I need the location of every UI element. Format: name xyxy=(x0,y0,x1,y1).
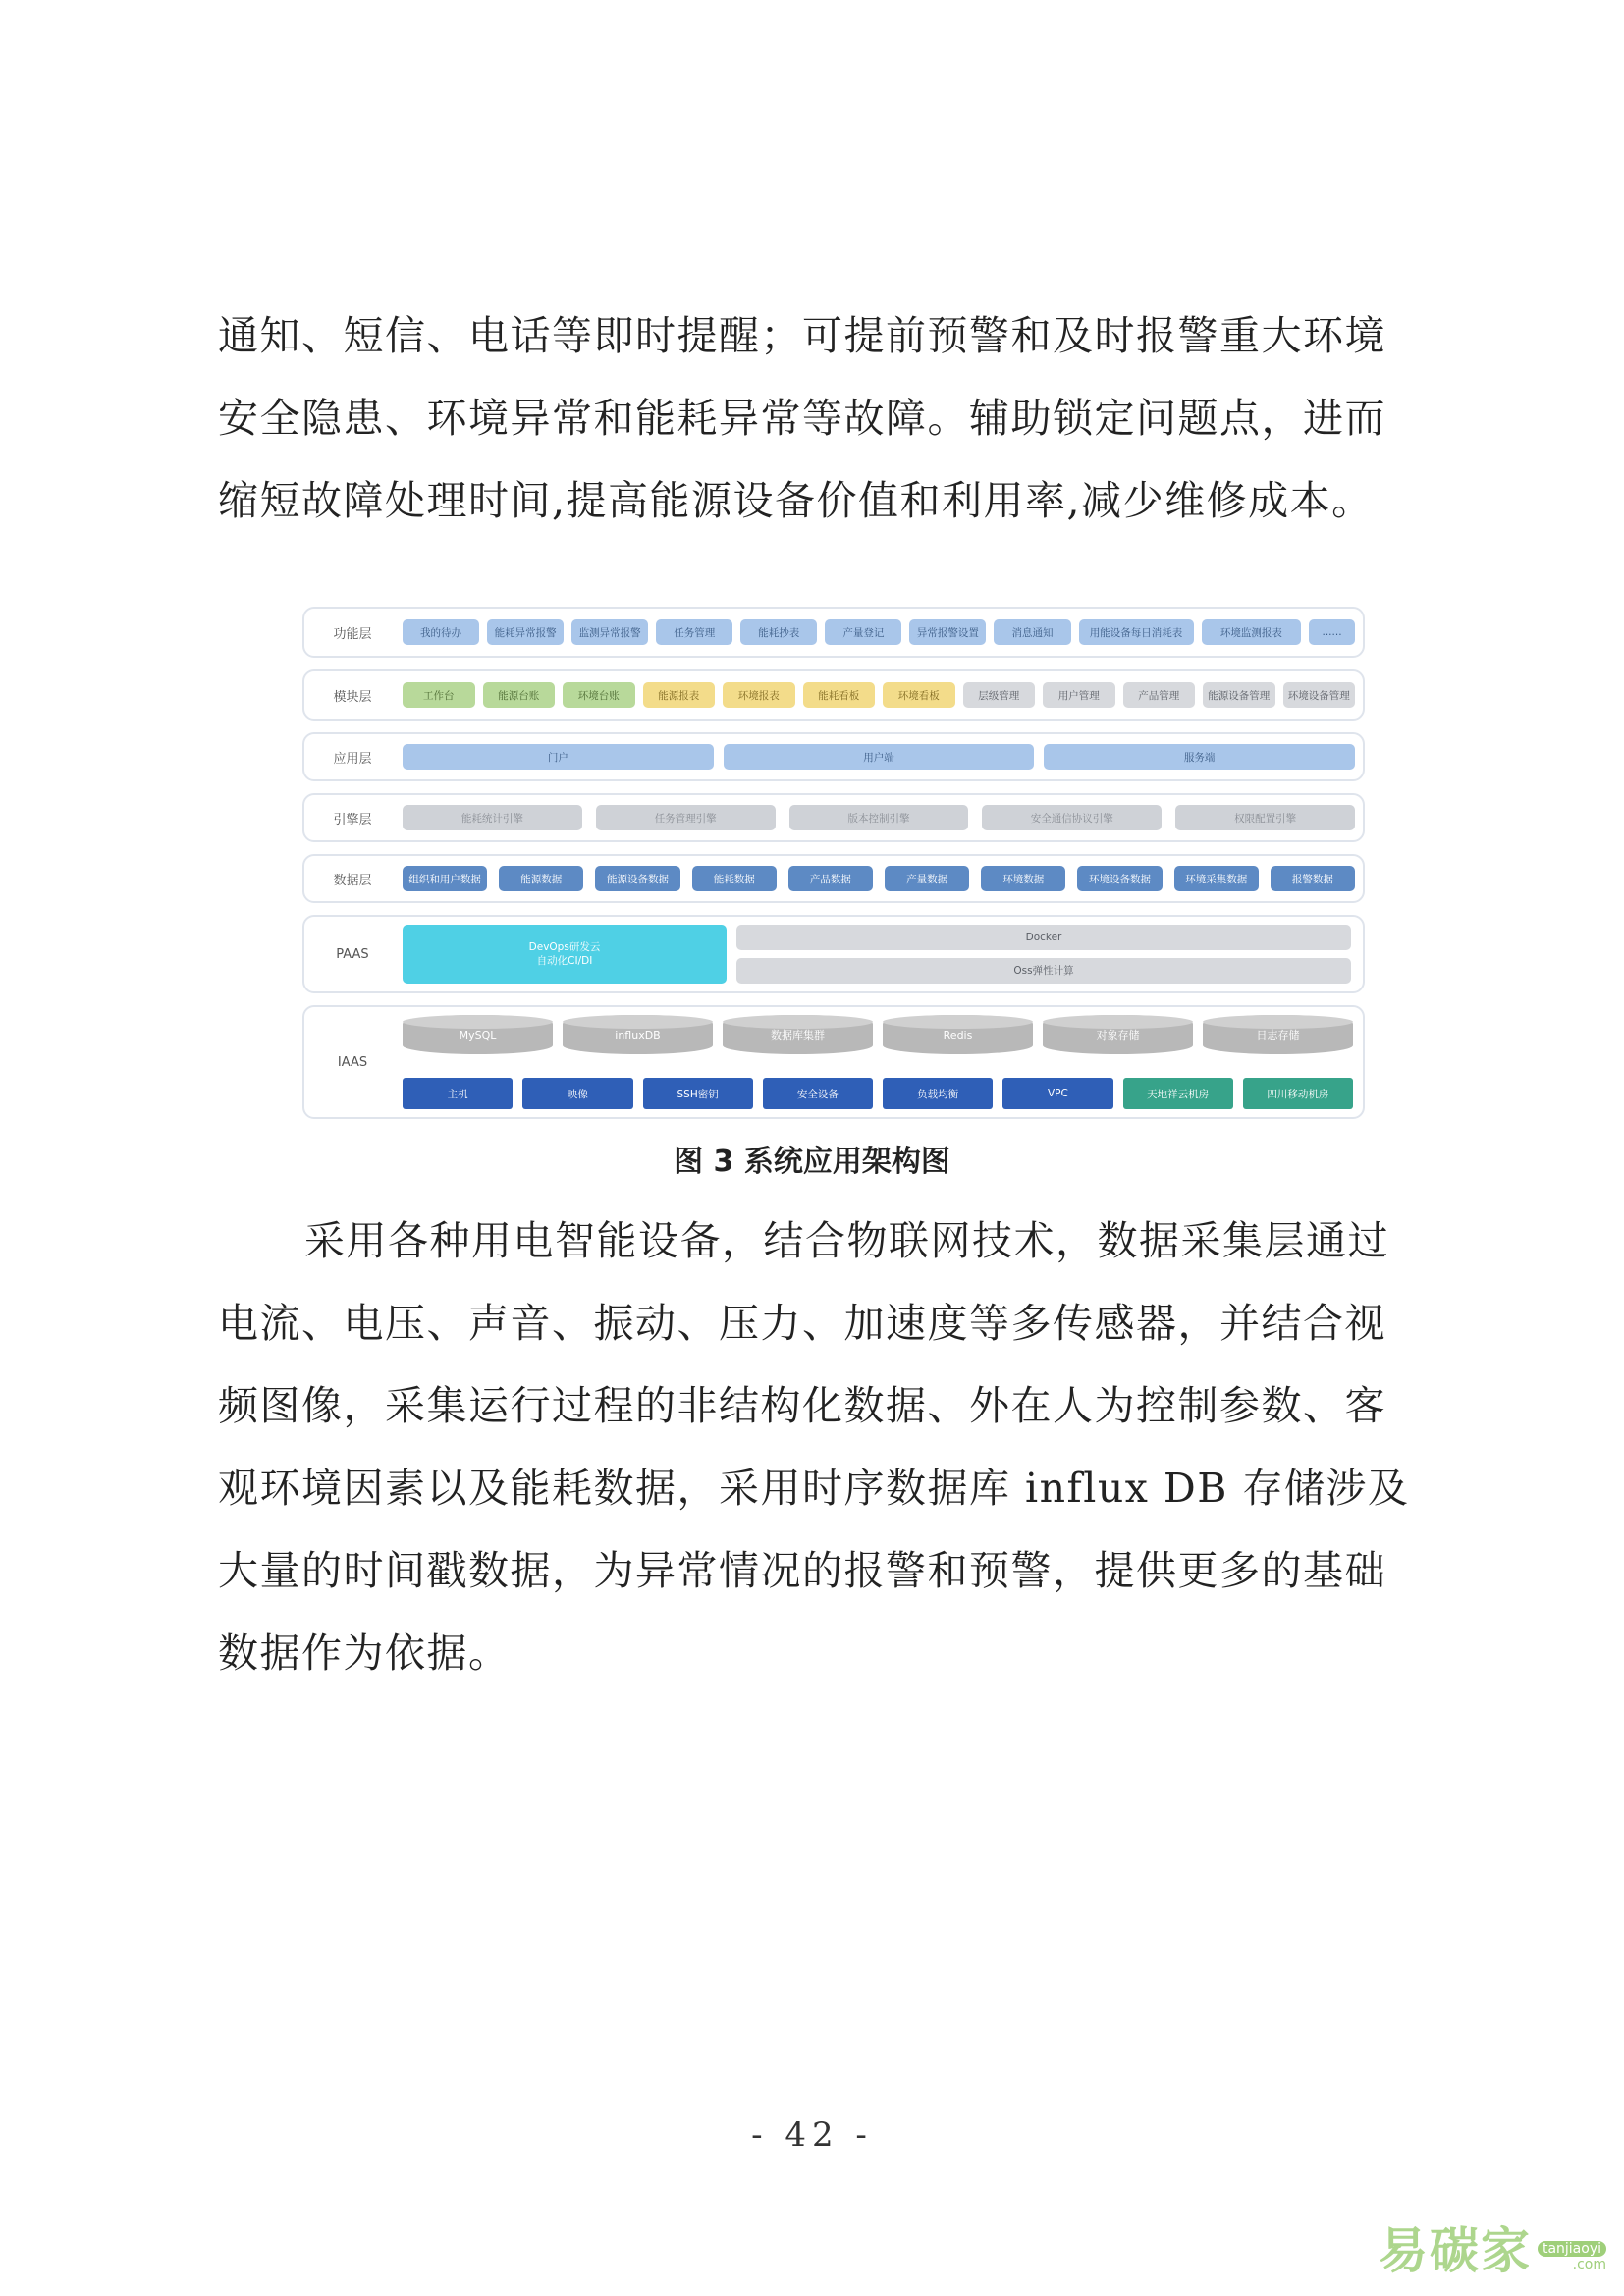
paragraph-2 xyxy=(218,1200,1426,1694)
module-item: 环境台账 xyxy=(563,682,635,708)
application-item: 服务端 xyxy=(1044,744,1355,770)
figure-caption: 图 3 系统应用架构图 xyxy=(674,1145,950,1179)
layer-label: IAAS xyxy=(337,1054,368,1070)
application-layer xyxy=(302,732,1365,781)
function-item: 监测异常报警 xyxy=(571,619,648,645)
database-cylinder xyxy=(563,1015,713,1054)
data-item: 报警数据 xyxy=(1271,866,1355,891)
database-cylinder xyxy=(723,1015,873,1054)
database-label: 日志存储 xyxy=(1256,1029,1300,1041)
module-layer xyxy=(302,669,1365,721)
application-item: 用户端 xyxy=(724,744,1035,770)
module-item: 环境看板 xyxy=(883,682,955,708)
paragraph-line: 大量的时间戳数据，为异常情况的报警和预警，提供更多的基础 xyxy=(218,1547,1386,1594)
function-item: 消息通知 xyxy=(994,619,1070,645)
devops-title: DevOps研发云 xyxy=(528,941,601,953)
devops-block xyxy=(403,925,727,984)
function-item: 异常报警设置 xyxy=(909,619,986,645)
function-item: 任务管理 xyxy=(656,619,732,645)
infrastructure-item: 安全设备 xyxy=(763,1078,873,1109)
module-item: 工作台 xyxy=(403,682,475,708)
data-item: 环境设备数据 xyxy=(1077,866,1162,891)
application-item: 门户 xyxy=(403,744,714,770)
page-number: - 42 - xyxy=(751,2115,873,2155)
database-label: Redis xyxy=(943,1028,973,1041)
iaas-layer xyxy=(302,1005,1365,1119)
engine-item: 能耗统计引擎 xyxy=(403,805,582,830)
paragraph-line: 缩短故障处理时间,提高能源设备价值和利用率,减少维修成本。 xyxy=(218,477,1374,524)
module-item: 层级管理 xyxy=(963,682,1036,708)
function-item: 用能设备每日消耗表 xyxy=(1079,619,1194,645)
data-item: 能源设备数据 xyxy=(595,866,679,891)
engine-item: 任务管理引擎 xyxy=(596,805,776,830)
database-label: influxDB xyxy=(615,1028,661,1041)
infrastructure-item: 天地祥云机房 xyxy=(1123,1078,1233,1109)
module-item: 能源报表 xyxy=(643,682,716,708)
paragraph-line: 频图像，采集运行过程的非结构化数据、外在人为控制参数、客 xyxy=(218,1382,1386,1429)
layer-label: PAAS xyxy=(336,946,369,962)
database-label: MySQL xyxy=(459,1028,497,1041)
data-layer xyxy=(302,854,1365,903)
layer-label: 应用层 xyxy=(333,751,372,767)
infrastructure-item: 负载均衡 xyxy=(883,1078,993,1109)
function-item: 环境监测报表 xyxy=(1202,619,1301,645)
module-item: 能源设备管理 xyxy=(1203,682,1275,708)
paragraph-line: 观环境因素以及能耗数据，采用时序数据库 influx DB 存储涉及 xyxy=(218,1465,1410,1512)
module-item: 环境报表 xyxy=(723,682,795,708)
database-label: 数据库集群 xyxy=(771,1029,825,1041)
infrastructure-item: VPC xyxy=(1002,1078,1112,1109)
infrastructure-item: 映像 xyxy=(522,1078,632,1109)
function-item: ...... xyxy=(1309,619,1355,645)
database-cylinder xyxy=(403,1015,553,1054)
layer-label: 数据层 xyxy=(333,873,372,888)
infrastructure-item: SSH密钥 xyxy=(643,1078,753,1109)
module-item: 产品管理 xyxy=(1123,682,1196,708)
layer-label: 模块层 xyxy=(333,689,372,705)
function-item: 我的待办 xyxy=(403,619,479,645)
oss-block: Oss弹性计算 xyxy=(736,958,1351,984)
data-item: 能耗数据 xyxy=(692,866,777,891)
watermark-logo xyxy=(1379,2212,1606,2282)
function-item: 能耗异常报警 xyxy=(487,619,564,645)
paragraph-line: 通知、短信、电话等即时提醒；可提前预警和及时报警重大环境 xyxy=(218,312,1386,359)
data-item: 组织和用户数据 xyxy=(403,866,487,891)
watermark-site-name: tanjiaoyi xyxy=(1538,2241,1606,2257)
module-item: 环境设备管理 xyxy=(1283,682,1356,708)
infrastructure-item: 主机 xyxy=(403,1078,513,1109)
database-label: 对象存储 xyxy=(1096,1029,1140,1041)
module-item: 能源台账 xyxy=(483,682,556,708)
architecture-diagram xyxy=(302,607,1365,1127)
module-item: 用户管理 xyxy=(1043,682,1115,708)
docker-block: Docker xyxy=(736,925,1351,950)
engine-layer xyxy=(302,793,1365,842)
database-cylinder xyxy=(883,1015,1033,1054)
paragraph-1 xyxy=(218,294,1426,542)
infrastructure-item: 四川移动机房 xyxy=(1243,1078,1353,1109)
database-cylinder xyxy=(1043,1015,1193,1054)
paragraph-line: 电流、电压、声音、振动、压力、加速度等多传感器，并结合视 xyxy=(218,1300,1386,1347)
paragraph-line: 采用各种用电智能设备，结合物联网技术，数据采集层通过 xyxy=(304,1217,1389,1264)
data-item: 环境采集数据 xyxy=(1174,866,1259,891)
data-item: 能源数据 xyxy=(499,866,583,891)
paas-layer xyxy=(302,915,1365,993)
data-item: 环境数据 xyxy=(981,866,1065,891)
watermark-site-domain: .com xyxy=(1572,2257,1606,2272)
watermark-site xyxy=(1538,2241,1606,2282)
database-cylinder xyxy=(1203,1015,1353,1054)
data-item: 产量数据 xyxy=(885,866,969,891)
devops-subtitle: 自动化CI/DI xyxy=(536,955,593,967)
module-item: 能耗看板 xyxy=(803,682,876,708)
function-layer xyxy=(302,607,1365,658)
watermark-logo-text: 易碳家 xyxy=(1378,2222,1532,2279)
data-item: 产品数据 xyxy=(788,866,873,891)
layer-label: 引擎层 xyxy=(333,812,372,828)
engine-item: 权限配置引擎 xyxy=(1175,805,1355,830)
paragraph-line: 安全隐患、环境异常和能耗异常等故障。辅助锁定问题点，进而 xyxy=(218,395,1386,442)
engine-item: 安全通信协议引擎 xyxy=(982,805,1162,830)
function-item: 能耗抄表 xyxy=(740,619,817,645)
layer-label: 功能层 xyxy=(333,626,372,642)
function-item: 产量登记 xyxy=(825,619,901,645)
engine-item: 版本控制引擎 xyxy=(789,805,969,830)
paragraph-line: 数据作为依据。 xyxy=(218,1629,511,1677)
